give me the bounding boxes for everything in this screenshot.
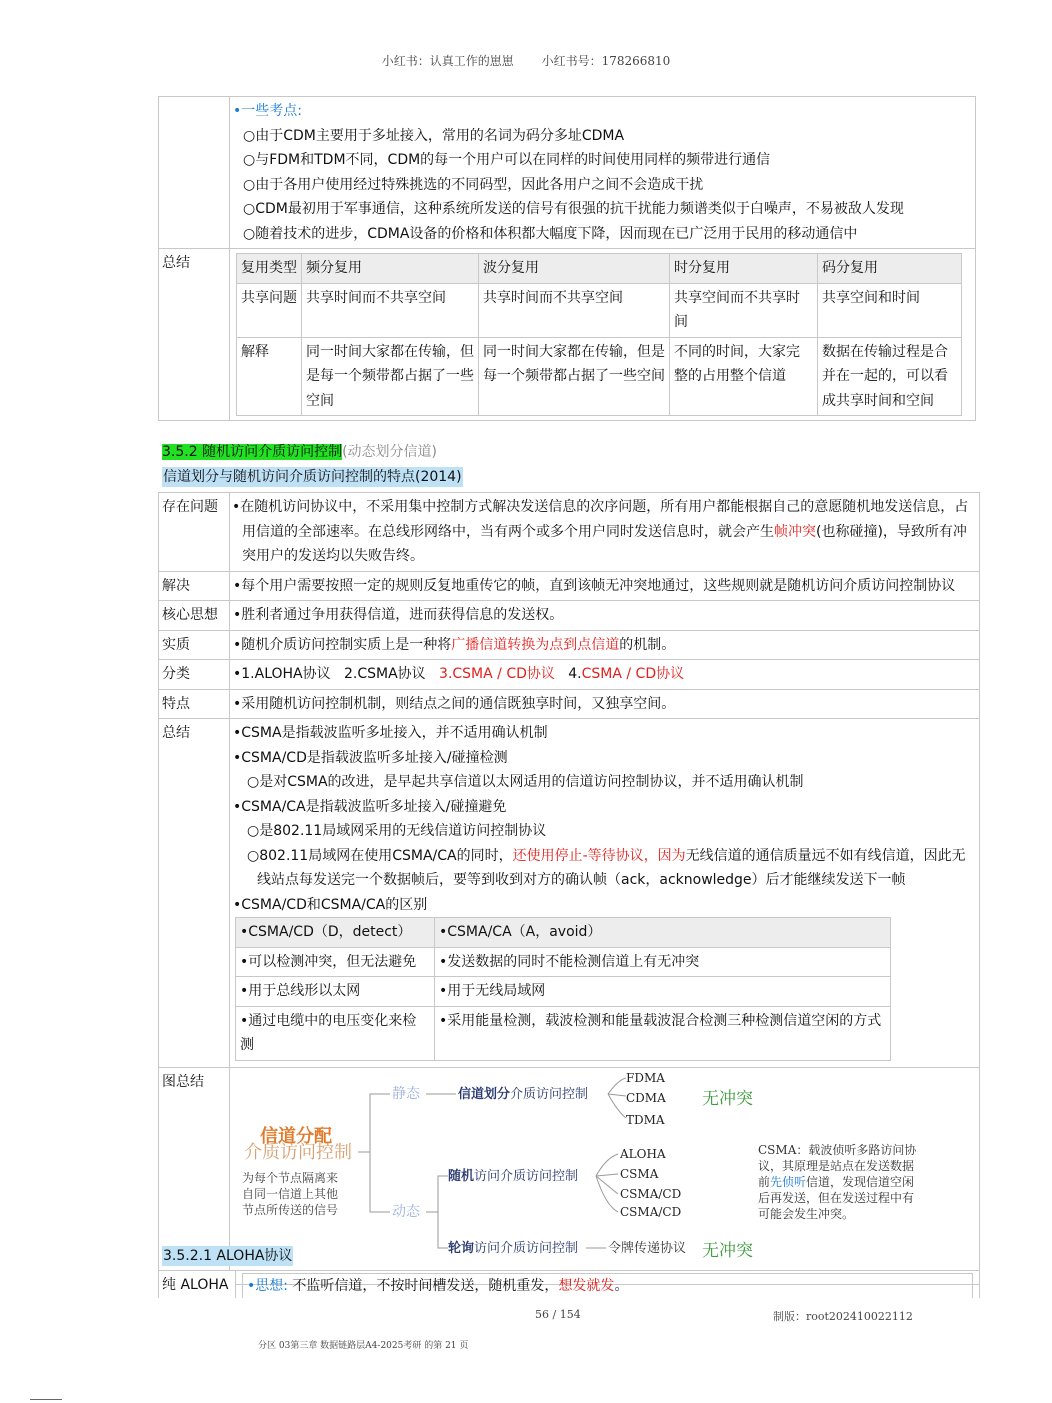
svg-text:FDMA: FDMA: [626, 1070, 665, 1085]
svg-text:为每个节点隔离来: 为每个节点隔离来: [242, 1170, 339, 1185]
svg-text:CDMA: CDMA: [626, 1090, 666, 1105]
list-item: ○与FDM和TDM不同，CDM的每一个用户可以在同样的时间使用同样的频带进行通信: [243, 152, 771, 168]
svg-text:CSMA/CD: CSMA/CD: [620, 1186, 682, 1201]
svg-text:节点所传送的信号: 节点所传送的信号: [242, 1202, 339, 1217]
table-row: 解释 同一时间大家都在传输，但是每一个频带都占据了一些空间 同一时间大家都在传输，但是每一个频带都占据了一些空间 不同的时间，大家完整的占用整个信道 数据在传输过程是合并在一起的，可以看成共享时间和空间: [237, 337, 962, 416]
svg-text:令牌传递协议: 令牌传递协议: [608, 1240, 687, 1256]
cdma-heading: 一些考点:: [241, 103, 302, 119]
static-label: 静态: [392, 1085, 420, 1102]
table-header: 时分复用: [670, 254, 818, 284]
divider: [30, 1399, 62, 1400]
source-label: 分区 03第三章 数据链路层A4-2025考研 的第 21 页: [258, 1341, 469, 1351]
table-header: 码分复用: [818, 254, 962, 284]
summary1-label: 总结: [159, 249, 230, 421]
no-collision-label: 无冲突: [702, 1088, 753, 1109]
list-item: ○CDM最初用于军事通信，这种系统所发送的信号有很强的抗干扰能力频谱类似于白噪声，不易被敌人发现: [243, 201, 904, 217]
header-id: 小红书号：178266810: [541, 54, 671, 68]
svg-text:CSMA/CD: CSMA/CD: [620, 1204, 682, 1219]
table-row: 纯 ALOHA •思想: 不监听信道，不按时间槽发送，随机重发，想发就发。: [159, 1271, 980, 1302]
table-header: 复用类型: [237, 254, 302, 284]
svg-text:前先侦听信道，发现信道空闲: 前先侦听信道，发现信道空闲: [758, 1174, 915, 1189]
table-row: 分类 •1.ALOHA协议 2.CSMA协议 3.CSMA / CD协议 4.CSMA / CD协议: [159, 660, 980, 690]
list-item: ○随着技术的进步，CDMA设备的价格和体积都大幅度下降，因而现在已广泛用于民用的移动通信中: [243, 225, 858, 242]
section-3521-heading: 3.5.2.1 ALOHA协议: [163, 1248, 293, 1264]
cdma-table: [158, 96, 976, 421]
cdma-points-cell: •一些考点: ○由于CDM主要用于多址接入，常用的名词为码分多址CDMA ○与FDM和TDM不同，CDM的每一个用户可以在同样的时间使用同样的频带进行通信 ○由于各用户使用经过特殊挑选的不同码型，因此各用户之间不会造成干扰 ○CDM最初用于军事通信，这种系统所发送的信号有很强的抗干扰能力频谱类似于白噪声，不易被敌人发现 ○随着技术的进步，CDMA设备的价格和体积都大幅度下降，因而现在已广泛用于民用的移动通信中: [230, 97, 976, 249]
header-author: 小红书：认真工作的崽崽: [381, 54, 514, 68]
table-row: 解决 •每个用户需要按照一定的规则反复地重传它的帧，直到该帧无冲突地通过，这些规则就是随机访问介质访问控制协议: [159, 571, 980, 601]
list-item: ○由于CDM主要用于多址接入，常用的名词为码分多址CDMA: [243, 127, 625, 144]
page-header: [0, 52, 1052, 69]
table-row: 核心思想 •胜利者通过争用获得信道，进而获得信息的发送权。: [159, 601, 980, 631]
table-row: 存在问题 •在随机访问协议中，不采用集中控制方式解决发送信息的次序问题，所有用户都能根据自己的意愿随机地发送信息，占用信道的全部速率。在总线形网络中，当有两个或多个用户同时发送信息时，就会产生帧冲突(也称碰撞)，导致所有冲突用户的发送均以失败告终。: [159, 493, 980, 572]
table-row: •通过电缆中的电压变化来检测 •采用能量检测，载波检测和能量载波混合检测三种检测信道空闲的方式: [236, 1006, 891, 1060]
multiplex-compare-table: [236, 253, 962, 416]
table-row: 图总结 信道分配 介质访问控制 为每个节点隔离来 自同一信道上其他 节点所传送的信号 静态 动态 信道划分介质访问控制 FDMA CDMA TDMA 无冲突 随机访问介质访问控制 ALOHA CSMA CSMA/CD CSMA/CD 轮询访问介质访问控制 令牌传递协议 无冲突 CSMA：载波侦听多路访问协 议，其原理是站点在发送数据 前先侦听信道，发现信道空闲 后再发送，但在发送过程中有 可能会发生冲突。: [159, 1067, 980, 1285]
table-row: 总结 •CSMA是指载波监听多址接入，并不适用确认机制 •CSMA/CD是指载波监听多址接入/碰撞检测 ○是对CSMA的改进，是早起共享信道以太网适用的信道访问控制协议，并不适用确认机制 •CSMA/CA是指载波监听多址接入/碰撞避免 ○是802.11局域网采用的无线信道访问控制协议 ○802.11局域网在使用CSMA/CA的同时，还使用停止-等待协议，因为无线信道的通信质量远不如有线信道，因此无线站点每发送完一个数据帧后，要等到收到对方的确认帧（ack，acknowledge）后才能继续发送下一帧 •CSMA/CD和CSMA/CA的区别 •CSMA/CD（D，detect） •CSMA/CA（A，avoid） •可以检测冲突，但无法避免 •发送数据的同时不能检测信道上有无冲突 •用于总线形以太网 •用于无线局域网 •通过电缆中的电压变化来检测 •采用能量检测，载波检测和能量载波混合检测三种检测信道空闲的方式: [159, 719, 980, 1068]
csma-compare-table: •CSMA/CD（D，detect） •CSMA/CA（A，avoid） •可以检测冲突，但无法避免 •发送数据的同时不能检测信道上有无冲突 •用于总线形以太网 •用于无线局域网 •通过电缆中的电压变化来检测 •采用能量检测，载波检测和能量载波混合检测三种检测信道空闲的方式: [235, 917, 891, 1061]
table-row: 共享问题 共享时间而不共享空间 共享时间而不共享空间 共享空间而不共享时间 共享空间和时间: [237, 283, 962, 337]
svg-text:后再发送，但在发送过程中有: 后再发送，但在发送过程中有: [758, 1190, 915, 1205]
svg-text:信道划分介质访问控制: 信道划分介质访问控制: [458, 1086, 589, 1102]
section-352-heading: 3.5.2 随机访问介质访问控制(动态划分信道): [162, 444, 438, 460]
svg-text:CSMA: CSMA: [620, 1166, 659, 1181]
root-red-label: 信道分配: [260, 1125, 332, 1147]
root-label: 介质访问控制: [244, 1141, 352, 1163]
mac-mind-map: [230, 1068, 978, 1276]
svg-text:ALOHA: ALOHA: [620, 1146, 666, 1161]
table-header: 波分复用: [479, 254, 670, 284]
page-number: 56 / 154: [535, 1308, 581, 1321]
svg-text:轮询访问介质访问控制: 轮询访问介质访问控制: [448, 1240, 579, 1256]
table-row: •用于总线形以太网 •用于无线局域网: [236, 977, 891, 1007]
svg-text:无冲突: 无冲突: [702, 1240, 753, 1261]
dynamic-label: 动态: [392, 1203, 420, 1220]
table-row: 特点 •采用随机访问控制机制，则结点之间的通信既独享时间，又独享空间。: [159, 689, 980, 719]
svg-text:随机访问介质访问控制: 随机访问介质访问控制: [448, 1168, 579, 1184]
svg-text:CSMA：载波侦听多路访问协: CSMA：载波侦听多路访问协: [758, 1142, 917, 1157]
svg-text:自同一信道上其他: 自同一信道上其他: [242, 1186, 339, 1201]
list-item: ○由于各用户使用经过特殊挑选的不同码型，因此各用户之间不会造成干扰: [243, 176, 704, 193]
version-label: 制版：root202410022112: [773, 1310, 913, 1323]
table-row: •可以检测冲突，但无法避免 •发送数据的同时不能检测信道上有无冲突: [236, 947, 891, 977]
random-access-table: [158, 492, 980, 1285]
table-row: 实质 •随机介质访问控制实质上是一种将广播信道转换为点到点信道的机制。: [159, 630, 980, 660]
section-352-subtitle: 信道划分与随机访问介质访问控制的特点(2014): [163, 469, 462, 485]
table-header: 频分复用: [302, 254, 479, 284]
svg-text:TDMA: TDMA: [626, 1112, 665, 1127]
svg-text:可能会发生冲突。: 可能会发生冲突。: [758, 1206, 855, 1221]
svg-text:议，其原理是站点在发送数据: 议，其原理是站点在发送数据: [758, 1158, 915, 1173]
